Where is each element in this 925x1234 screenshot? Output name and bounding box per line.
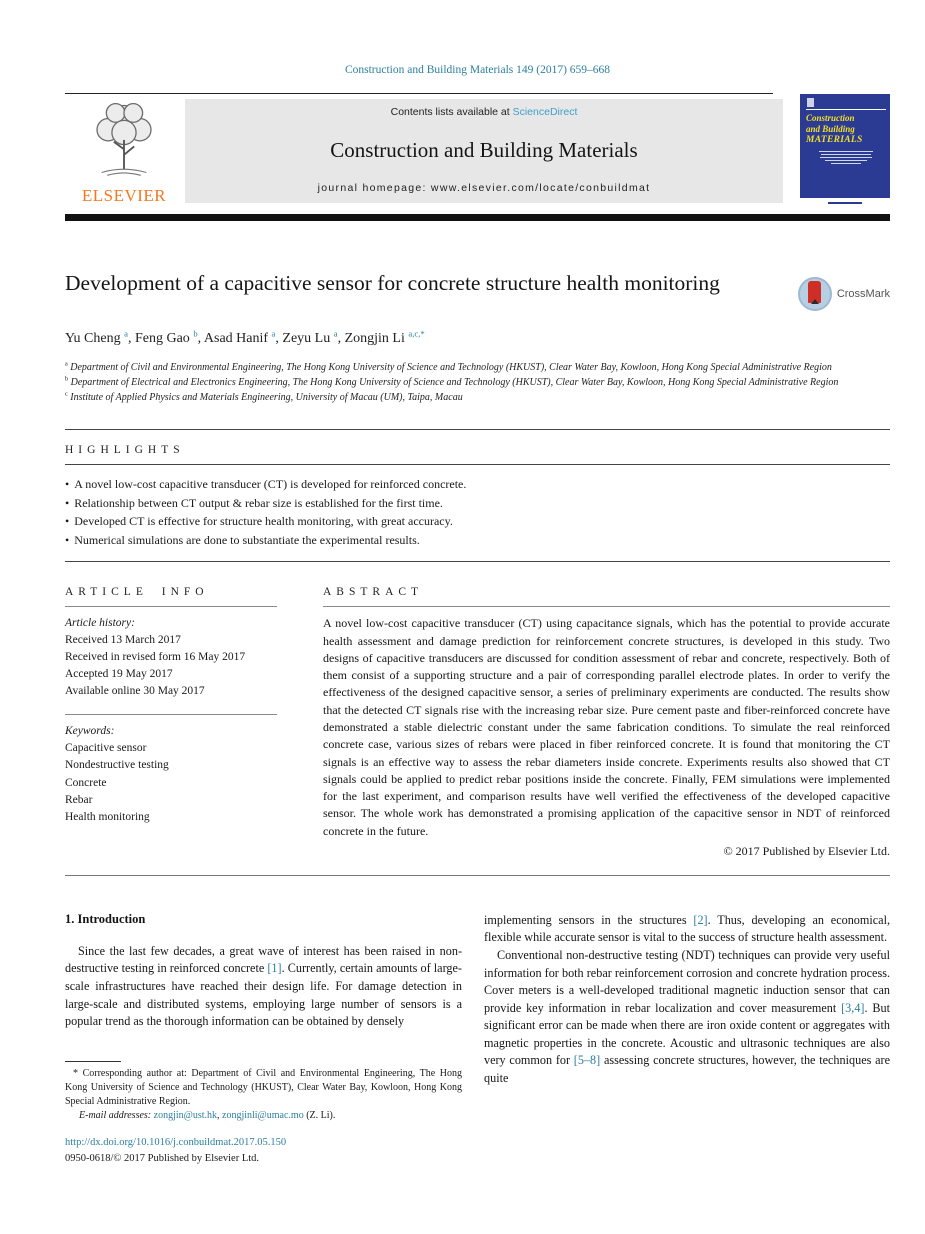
footnote-emails[interactable]: E-mail addresses: zongjin@ust.hk, zongjinli@umac.mo (Z. Li). <box>79 1110 336 1122</box>
keyword: Capacitive sensor <box>65 742 147 755</box>
elsevier-tree-icon <box>86 99 162 184</box>
crossmark-label: CrossMark <box>836 288 890 300</box>
history-online: Available online 30 May 2017 <box>65 685 205 698</box>
cover-divider <box>806 109 886 110</box>
highlight-item: • Relationship between CT output & rebar size is established for the first time. <box>65 494 890 513</box>
intro-paragraph-right-1: implementing sensors in the structures [2]. Thus, developing an economical, flexible while accurate sensor is vital to the success of structure health assessment. <box>484 912 890 945</box>
abstract-heading: ABSTRACT <box>323 586 424 599</box>
section-heading-introduction: 1. Introduction <box>65 911 146 926</box>
journal-title: Construction and Building Materials <box>330 137 638 162</box>
journal-cover-thumbnail[interactable] <box>800 94 890 207</box>
cover-title-line3: MATERIALS <box>806 134 863 145</box>
highlights-heading: HIGHLIGHTS <box>65 444 185 456</box>
highlights-rule <box>65 464 890 465</box>
issn-copyright-line: 0950-0618/© 2017 Published by Elsevier Ltd. <box>65 1153 260 1165</box>
article-info-heading: ARTICLE INFO <box>65 586 209 599</box>
affiliation-a: $^a$ Department of Civil and Environmental Engineering, The Hong Kong University of Science and Technology (HKUST), Clear Water Bay, Kowloon, Hong Kong Special Administrative Region <box>65 360 832 373</box>
history-revised: Received in revised form 16 May 2017 <box>65 651 246 664</box>
abstract-rule <box>323 606 890 607</box>
masthead-center-panel <box>185 99 783 203</box>
journal-homepage-link[interactable]: journal homepage: www.elsevier.com/locate/conbuildmat <box>317 182 651 194</box>
history-label: Article history: <box>65 617 135 630</box>
journal-citation: Construction and Building Materials 149 (2017) 659–668 <box>344 64 611 76</box>
journal-masthead <box>65 93 890 221</box>
highlight-item: • A novel low-cost capacitive transducer (CT) is developed for reinforced concrete. <box>65 475 890 494</box>
keywords-label: Keywords: <box>65 725 115 738</box>
highlights-list <box>65 475 890 549</box>
body-left-column <box>65 912 462 1167</box>
cover-footer-band <box>800 198 890 207</box>
crossmark-badge[interactable] <box>798 273 890 315</box>
cover-publisher-mark <box>807 98 814 107</box>
footnote-rule <box>65 1061 121 1062</box>
highlights-section <box>65 429 890 562</box>
body-right-column <box>484 912 890 1167</box>
keyword: Rebar <box>65 793 93 806</box>
article-title: Development of a capacitive sensor for concrete structure health monitoring <box>65 271 720 295</box>
keyword: Concrete <box>65 776 107 789</box>
highlights-bottom-rule <box>65 561 890 562</box>
highlight-item: • Developed CT is effective for structure health monitoring, with great accuracy. <box>65 512 890 531</box>
article-info-column <box>65 578 277 858</box>
intro-paragraph-left: Since the last few decades, a great wave of interest has been raised in non-destructive testing in reinforced concrete [1]. Currently, certain amounts of large-scale infrastructures have reached their design life. For damage detection in large-scale and distributed systems, employing large number of sensors is a popular trend as the thorough information can be obtained by densely <box>65 943 462 1029</box>
intro-paragraph-right-2: Conventional non-destructive testing (NDT) techniques can provide very useful information for both rebar reinforcement corrosion and concrete hydration process. Cover meters is a well-developed traditional magnetic induction sensor that can provide key information in rebar localization and cover measurement [3,4]. But significant error can be made when there are iron oxide content or aggregates with magnetic properties in the concrete. Acoustic and ultrasonic techniques are also very common for [5–8] assessing concrete structures, however, the techniques are quite <box>484 947 891 1085</box>
crossmark-icon <box>798 277 832 311</box>
cover-subtitle-lines <box>806 151 886 164</box>
cover-title-line2: and Building <box>806 123 855 134</box>
masthead-top-rule <box>65 93 773 94</box>
affiliation-c: $^c$ Institute of Applied Physics and Materials Engineering, University of Macau (UM), Taipa, Macau <box>65 390 463 403</box>
page-footer <box>65 1135 462 1167</box>
masthead-bottom-bar <box>65 214 890 221</box>
corresponding-author-footnote <box>65 1061 462 1124</box>
affiliations <box>65 360 890 405</box>
abstract-column <box>323 578 890 858</box>
elsevier-logo[interactable] <box>65 99 183 208</box>
contents-list-line[interactable]: Contents lists available at ScienceDirect <box>390 106 578 118</box>
history-received: Received 13 March 2017 <box>65 634 181 647</box>
author-line: Yu Cheng $^a$, Feng Gao $^b$, Asad Hanif $^a$, Zeyu Lu $^a$, Zongjin Li $^{a,c,*}$ <box>65 328 425 346</box>
keyword: Health monitoring <box>65 810 150 823</box>
history-accepted: Accepted 19 May 2017 <box>65 668 173 681</box>
keyword: Nondestructive testing <box>65 759 169 772</box>
abstract-text: A novel low-cost capacitive transducer (CT) using capacitance signals, which has the potential to provide accurate health assessment and damage prediction for reinforcement concrete structures, is developed in this study. Two designs of capacitive transducers are discussed for condition assessment of rebar and concrete, respectively. Both of them consist of a supporting structure and a pair of corresponding parallel electrode plates. In order to verify the effectiveness of the designed capacitive sensor, a series of preliminary experiments are conducted. The results show that the detected CT signals rise with the increasing rebar size. Pure cement paste and fiber-reinforced concrete have demonstrated a stable dielectric constant under the same fabrication conditions. To simulate the real reinforced concrete case, various sizes of rebars were placed in fiber reinforced concrete. It is found that monitoring the CT signals is an effective way to assess the rebar diameters inside concrete. Experiments results also showed that CT signals could be applied to predict rebar positions inside the concrete. Finally, FEM simulations were implemented for the last experiment, and comparison results have well verified the effectiveness of the developed capacitive sensor. The whole work has demonstrated a promising application of the capacitive sensor in NDT of reinforced concrete in the future. <box>323 616 890 838</box>
abstract-bottom-rule <box>65 875 890 876</box>
abstract-copyright: © 2017 Published by Elsevier Ltd. <box>723 843 890 858</box>
cover-title-line1: Construction <box>806 113 855 123</box>
affiliation-b: $^b$ Department of Electrical and Electronics Engineering, The Hong Kong University of Science and Technology (HKUST), Clear Water Bay, Kowloon, Hong Kong Special Administrative Region <box>65 375 839 388</box>
highlight-item: • Numerical simulations are done to substantiate the experimental results. <box>65 531 890 550</box>
footnote-text: * Corresponding author at: Department of Civil and Environmental Engineering, The Hong Kong University of Science and Technology (HKUST), Clear Water Bay, Kowloon, Hong Kong Special Administrative Region. <box>65 1067 462 1108</box>
article-info-rule <box>65 606 277 607</box>
doi-link[interactable]: http://dx.doi.org/10.1016/j.conbuildmat.2017.05.150 <box>65 1137 287 1149</box>
keywords-rule <box>65 714 277 715</box>
elsevier-wordmark: ELSEVIER <box>81 186 167 205</box>
